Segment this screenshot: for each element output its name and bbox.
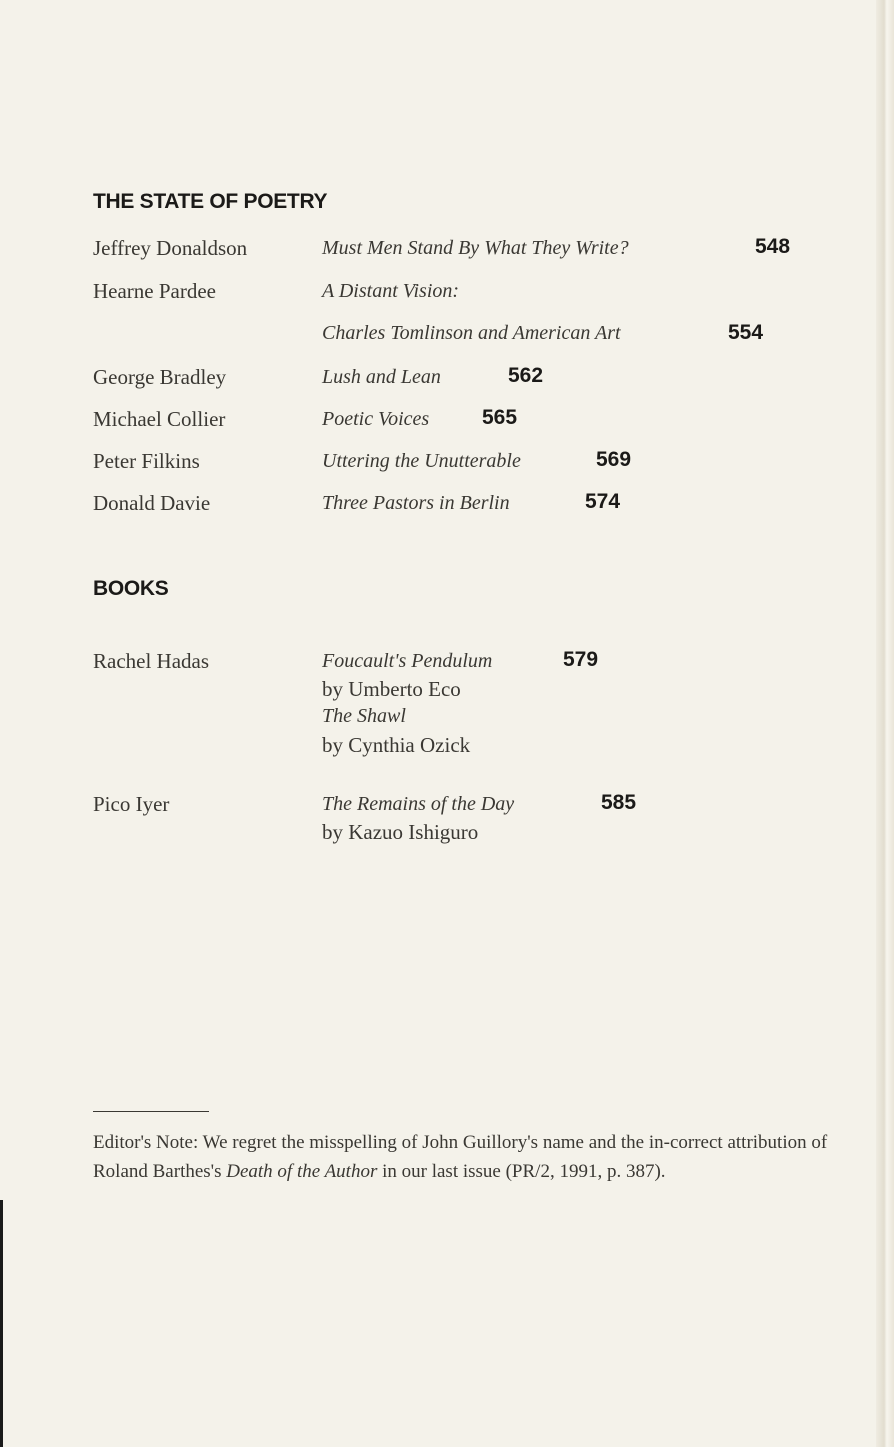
page-number: 565 [482, 406, 518, 429]
author-name: Donald Davie [93, 491, 211, 515]
book-title: The Shawl [322, 705, 406, 727]
page-number: 574 [585, 490, 621, 513]
book-title: The Remains of the Day [322, 793, 515, 815]
author-name: Jeffrey Donaldson [93, 236, 248, 260]
author-name: Hearne Pardee [93, 279, 217, 303]
editors-note-text: Editor's Note: We regret the misspelling of John Guillory's name and the in-correct attribution of Roland Barthes's [93, 1132, 828, 1182]
binding-edge [876, 0, 894, 1447]
section-heading-poetry: THE STATE OF POETRY [93, 190, 328, 213]
article-title: Must Men Stand By What They Write? [322, 237, 629, 259]
reviewer-name: Pico Iyer [93, 792, 170, 816]
article-title-continued: Charles Tomlinson and American Art [322, 322, 621, 344]
book-author: by Cynthia Ozick [322, 733, 471, 757]
section-heading-books: BOOKS [93, 577, 169, 600]
page-number: 554 [728, 321, 764, 344]
author-name: Peter Filkins [93, 449, 200, 473]
page-number: 569 [596, 448, 632, 471]
article-title: Poetic Voices [322, 408, 430, 430]
author-name: Michael Collier [93, 407, 226, 431]
book-title: Foucault's Pendulum [322, 650, 493, 672]
page-number: 548 [755, 235, 791, 258]
page-number: 579 [563, 648, 599, 671]
article-title: Lush and Lean [322, 366, 441, 388]
page-number: 585 [601, 791, 637, 814]
article-title: A Distant Vision: [322, 280, 460, 302]
editors-note-book-title: Death of the Author [226, 1161, 378, 1182]
page-number: 562 [508, 364, 544, 387]
footnote-rule [93, 1111, 209, 1112]
editors-note [93, 1128, 838, 1186]
article-title: Uttering the Unutterable [322, 450, 521, 472]
author-name: George Bradley [93, 365, 227, 389]
article-title: Three Pastors in Berlin [322, 492, 510, 514]
editors-note-text-end: in our last issue (PR/2, 1991, p. 387). [377, 1161, 666, 1182]
book-author: by Kazuo Ishiguro [322, 820, 479, 844]
page-edge-shadow [0, 1200, 3, 1447]
book-author: by Umberto Eco [322, 677, 461, 701]
reviewer-name: Rachel Hadas [93, 649, 210, 673]
